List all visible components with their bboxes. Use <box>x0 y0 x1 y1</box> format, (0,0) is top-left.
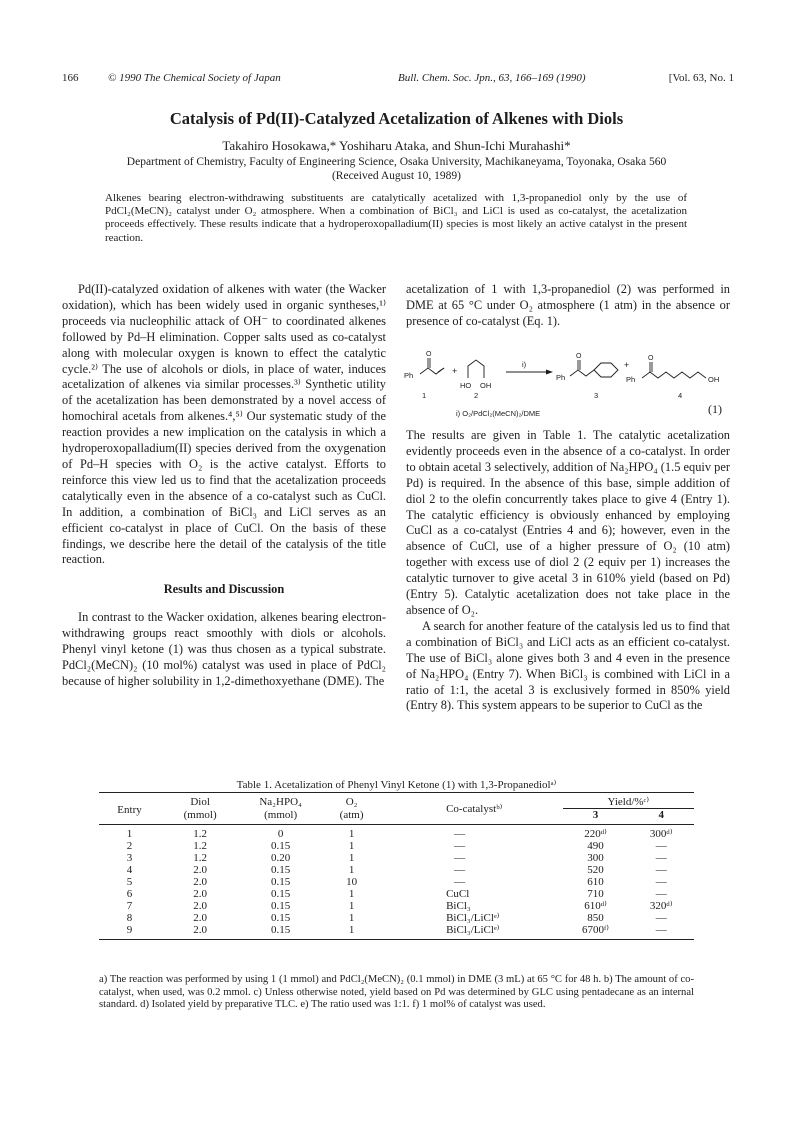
table-cell: 850 <box>587 912 604 924</box>
authors: Takahiro Hosokawa,* Yoshiharu Ataka, and Shun-Ichi Murahashi* <box>222 138 571 153</box>
table-cell: 2.0 <box>193 864 207 876</box>
table-row <box>99 864 694 876</box>
col-header-entry: Entry <box>117 804 142 816</box>
table-cell: 6700ᶠ⁾ <box>582 924 610 936</box>
table-cell: — <box>655 888 667 900</box>
arrow-label: i) <box>522 360 527 369</box>
table-cell: 1 <box>348 840 355 852</box>
table-row <box>99 912 694 924</box>
col-header-yield-3: 3 <box>592 809 599 821</box>
table-cell: 2 <box>126 840 133 852</box>
table-cell: 1 <box>348 924 355 936</box>
results-table <box>99 792 694 940</box>
table-cell: 320ᵈ⁾ <box>649 900 673 912</box>
table-cell: 3 <box>126 852 133 864</box>
ph-label-3: Ph <box>626 375 636 384</box>
table-cell: — <box>454 876 466 888</box>
table-cell: 220ᵈ⁾ <box>584 828 607 840</box>
table-cell: 2.0 <box>193 888 207 900</box>
table-cell: 6 <box>126 888 133 900</box>
right-column-top <box>406 282 730 330</box>
table-cell: 1 <box>348 900 355 912</box>
table-row <box>99 888 694 900</box>
col-header-diol: Diol <box>190 796 210 809</box>
ph-label-2: Ph <box>556 373 566 382</box>
table-cell: 0.20 <box>271 852 291 864</box>
table-cell: 300 <box>587 852 604 864</box>
plus-2: + <box>624 360 630 370</box>
table-cell: 1.2 <box>193 828 207 840</box>
oh-label: OH <box>480 381 492 390</box>
table-cell: 610ᵈ⁾ <box>584 900 607 912</box>
compound-3-structure <box>570 360 618 377</box>
table-row <box>99 876 694 888</box>
table-cell: — <box>655 852 667 864</box>
table-cell: 2.0 <box>193 900 207 912</box>
reaction-scheme <box>398 348 738 422</box>
col-unit-o2: (atm) <box>339 808 364 821</box>
compound-number-4: 4 <box>678 391 683 400</box>
col-header-yield: Yield/%ᶜ⁾ <box>563 793 694 809</box>
volume-info: [Vol. 63, No. 1 <box>668 72 734 84</box>
col-header-na2hpo4: Na₂HPO₄ <box>259 796 302 809</box>
table-cell: 300ᵈ⁾ <box>649 828 673 840</box>
arrowhead <box>546 370 553 375</box>
table-cell: 0.15 <box>271 864 291 876</box>
table-row <box>99 900 694 912</box>
table-cell: 1 <box>348 852 355 864</box>
table-row <box>99 825 694 841</box>
compound-number-2: 2 <box>474 391 479 400</box>
table-caption: Table 1. Acetalization of Phenyl Vinyl Ketone (1) with 1,3-Propanediolᵃ⁾ <box>236 779 557 791</box>
ph-label-1: Ph <box>404 371 414 380</box>
col-unit-na2hpo4: (mmol) <box>264 808 298 821</box>
table-cell: — <box>454 864 466 876</box>
table-cell: CuCl <box>446 888 470 900</box>
table-cell: 520 <box>587 864 604 876</box>
table-cell: 1 <box>348 912 355 924</box>
table-cell: — <box>454 840 466 852</box>
table-cell: BiCl₃/LiClᵉ⁾ <box>446 924 500 936</box>
o-label-3: O <box>576 353 582 360</box>
table-cell: — <box>655 840 667 852</box>
equation-number: (1) <box>708 402 722 416</box>
compound-1-structure <box>420 358 444 374</box>
table-cell: 0.15 <box>271 876 291 888</box>
table-row <box>99 852 694 864</box>
table-cell: — <box>454 828 466 840</box>
intro-paragraph: Pd(II)-catalyzed oxidation of alkenes with water (the Wacker oxidation), which has been widely used in organic syntheses,¹⁾ proceeds via nucleophilic attack of OH⁻ to coordinated alkenes followed by Pd–H elimination. Copper salts used as co-catalyst along with molecular oxygen is known to effect the catalytic cycle.²⁾ The use of alcohols or diols, in place of water, induces acetalization of alkenes via similar processes.³⁾ Synthetic utility of the acetalization has been demonstrated by a novel access of homochiral acetals from alkenes.⁴,⁵⁾ Our systematic study of the reaction provides a new implication on the catalysis in which a hydroperoxopalladium(II) species derived from the oxygenation of Pd–H species with O₂ is the active catalyst. Efforts to reinforce this view led us to find that the acetalization proceeds catalytically even in the absence of a co-catalyst such as CuCl. In addition, a combination of BiCl₃ and LiCl serves as an efficient co-catalyst in place of CuCl. On the basis of these findings, we describe here the detail of the catalysis of the title reaction. <box>62 282 386 567</box>
table-cell: 710 <box>587 888 604 900</box>
journal-citation: Bull. Chem. Soc. Jpn., 63, 166–169 (1990) <box>398 72 586 84</box>
page-number: 166 <box>62 72 79 84</box>
table-row <box>99 924 694 940</box>
table-cell: 10 <box>346 876 358 888</box>
table-cell: 7 <box>126 900 133 912</box>
compound-number-1: 1 <box>422 391 427 400</box>
col-header-yield-4: 4 <box>658 809 664 821</box>
col-unit-diol: (mmol) <box>183 808 217 821</box>
results-paragraph: In contrast to the Wacker oxidation, alkenes bearing electron-withdrawing groups react smoothly with diols or alcohols. Phenyl vinyl ketone (1) was thus chosen as a typical substrate. PdCl₂(MeCN)₂ (10 mol%) catalyst was used in place of PdCl₂ because of higher solubility in 1,2-dimethoxyethane (DME). The <box>62 610 386 688</box>
received-date: (Received August 10, 1989) <box>331 170 462 182</box>
table-cell: — <box>655 864 667 876</box>
bicl3-paragraph: A search for another feature of the catalysis led us to find that a combination of BiCl₃ and LiCl acts as an efficient co-catalyst. The use of BiCl₃ alone gives both 3 and 4 even in the presence of Na₂HPO₄ (Entry 7). When BiCl₃ is combined with LiCl in a ratio of 1:1, the acetal 3 is exclusively formed in 850% yield (Entry 8). This system appears to be superior to CuCl as the <box>406 618 730 713</box>
left-column <box>62 282 386 690</box>
table-cell: — <box>454 852 466 864</box>
abstract: Alkenes bearing electron-withdrawing substituents are catalytically acetalized with 1,3-propanediol only by the use of PdCl₂(MeCN)₂ catalyst under O₂ atmosphere. When a combination of BiCl₃ and LiCl is used as co-catalyst, the acetalization proceeds effectively. These results indicate that a hydroperoxopalladium(II) species is most likely an active catalyst in the present reaction. <box>105 192 687 244</box>
col-header-o2: O₂ <box>345 796 358 809</box>
table-cell: 1 <box>126 828 133 840</box>
affiliation: Department of Chemistry, Faculty of Engineering Science, Osaka University, Machikaneyama, Toyonaka, Osaka 560 <box>126 156 667 168</box>
table-cell: 0.15 <box>271 888 291 900</box>
table-body <box>99 825 694 940</box>
table-cell: 1.2 <box>193 840 207 852</box>
results-table-paragraph: The results are given in Table 1. The catalytic acetalization evidently proceeds even in the absence of a co-catalyst. In order to obtain acetal 3 selectively, addition of Na₂HPO₄ (1.5 equiv per Pd) is required. In the absence of this base, simple addition of diol 2 to the olefin concurrently takes place to give 4 (Entry 1). The catalytic efficiency is obviously enhanced by employing CuCl as a co-catalyst (Entries 4 and 6); however, even in the absence of CuCl, use of a higher pressure of O₂ (10 atm) together with excess use of diol 2 (2 equiv per 1) increases the catalytic turnover to give acetal 3 in 610% yield (based on Pd) (Entry 5). Catalytic acetalization does not take place in the absence of O₂. <box>406 428 730 617</box>
table-cell: 4 <box>126 864 133 876</box>
table-cell: 1 <box>348 888 355 900</box>
right-column-bottom <box>406 428 730 714</box>
table-cell: — <box>655 912 667 924</box>
table-cell: 2.0 <box>193 876 207 888</box>
table-cell: 8 <box>126 912 133 924</box>
table-cell: 490 <box>587 840 604 852</box>
table-cell: — <box>655 924 667 936</box>
oh-label-4: OH <box>708 375 720 384</box>
col-header-cocatalyst: Co-catalystᵇ⁾ <box>446 802 503 815</box>
eq-intro-paragraph: acetalization of 1 with 1,3-propanediol (2) was performed in DME at 65 °C under O₂ atmosphere (1 atm) in the absence or presence of co-catalyst (Eq. 1). <box>406 282 730 328</box>
table-cell: 0.15 <box>271 912 291 924</box>
table-cell: 9 <box>126 924 133 936</box>
table-cell: 1 <box>348 828 355 840</box>
compound-4-structure <box>642 362 706 378</box>
table-cell: 610 <box>587 876 604 888</box>
running-header <box>62 72 734 88</box>
reaction-conditions: i) O₂/PdCl₂(MeCN)₂/DME <box>456 409 541 418</box>
section-heading: Results and Discussion <box>163 582 285 597</box>
compound-number-3: 3 <box>594 391 599 400</box>
table-cell: 1.2 <box>193 852 207 864</box>
table-cell: 0.15 <box>271 900 291 912</box>
table-cell: 0 <box>277 828 284 840</box>
plus-1: + <box>452 366 458 376</box>
table-cell: BiCl₃/LiClᵉ⁾ <box>446 912 500 924</box>
copyright: © 1990 The Chemical Society of Japan <box>108 72 281 84</box>
table-cell: 2.0 <box>193 924 207 936</box>
table-cell: BiCl₃ <box>446 900 471 912</box>
table-row <box>99 840 694 852</box>
o-label-1: O <box>426 351 432 358</box>
table-cell: 2.0 <box>193 912 207 924</box>
table-footnotes: a) The reaction was performed by using 1 (1 mmol) and PdCl₂(MeCN)₂ (0.1 mmol) in DME (3 mL) at 65 °C for 48 h. b) The amount of co-catalyst, when used, was 0.2 mmol. c) Unless otherwise noted, yield based on Pd was determined by GLC using pentadecane as an internal standard. d) Isolated yield by preparative TLC. e) The ratio used was 1:1. f) 1 mol% of catalyst was used. <box>99 974 694 1011</box>
o-label-4: O <box>648 355 654 362</box>
table-cell: 0.15 <box>271 840 291 852</box>
table-cell: 1 <box>348 864 355 876</box>
paper-title: Catalysis of Pd(II)-Catalyzed Acetalization of Alkenes with Diols <box>169 109 624 128</box>
ho-label: HO <box>460 381 472 390</box>
compound-2-structure <box>468 360 484 378</box>
table-cell: 0.15 <box>271 924 291 936</box>
table-cell: 5 <box>126 876 133 888</box>
table-cell: — <box>655 876 667 888</box>
